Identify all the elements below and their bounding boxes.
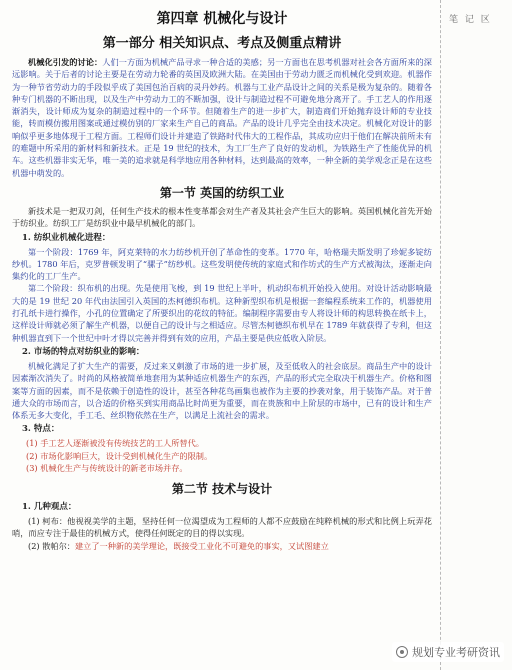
section1-title: 第一节 英国的纺织工业 (159, 185, 285, 200)
watermark-text: 规划专业考研资讯 (412, 646, 500, 659)
point-item: (1) 手工艺人逐渐被没有传统技艺的工人所替代。 (26, 438, 204, 449)
intro-lead: 机械化引发的讨论： (28, 57, 103, 67)
part-title: 第一部分 相关知识点、考点及侧重点精讲 (102, 36, 342, 51)
intro-paragraph (12, 56, 432, 179)
market-paragraph: 机械化满足了扩大生产的需要，反过来又刺激了市场的进一步扩展，及至低收入的社会底层。商品生产中的设计因素渐次消失了。时尚的风格被简单地套用为某种适应机器生产的东西，产品的形式完全取决于机器生产。价格和图案等方面的因素，而不是依赖于创造性的设计，甚至各种花鸟画集也被作为主要的抄袭对象，用于装饰产品。对于普通大众的市场而言，以合适的价格买到实用商品比时尚更为重要，而在贵族和中上阶层的市场中，已有的设计和生产体系无多大变化，手工毛、丝织物依然在生产，以满足上流社会的需求。 (12, 360, 432, 421)
section1-heading-1: 1. 纺织业机械化进程： (22, 232, 111, 243)
section2-heading-1: 1. 几种观点： (22, 501, 77, 512)
section2-title: 第二节 技术与设计 (171, 481, 273, 496)
point-item: (3) 机械化生产与传统设计的新老市场并存。 (26, 463, 188, 474)
watermark (392, 642, 504, 662)
notes-title: 笔 记 区 (449, 15, 492, 25)
view2-text: 建立了一种新的美学理论，既接受工业化不可避免的事实，又试图建立 (74, 540, 329, 551)
main-content (12, 8, 432, 552)
view1-paragraph: (1) 柯布：他视视美学的主题，坚持任何一位渴望成为工程师的人都不应鼓励在纯粹机械的形式和比例上玩弄花哨，而应专注于最佳的机械方式，使得任何既定的目的得以实现。 (12, 515, 432, 539)
notes-column (440, 0, 512, 670)
section1-heading-3: 3. 特点： (22, 424, 60, 435)
stage2-paragraph: 第二个阶段：织布机的出现。先是使用飞梭，到 19 世纪上半叶，机动织布机开始投入使用。对设计活动影响最大的是 19 世纪 20 年代由法国引入英国的杰柯德织布机。这种新型织布机是根据一套编程系统来工作的，机器使用打孔纸卡进行操作，小孔的位置确定了所要织出的花纹的特征。编制程序需要由专人将设计师的构思转换在纸卡上，这样设计师就必须了解生产机器，以便自己的设计与之相适应。尽管杰柯德织布机早在 1789 年就获得了专利，但这种机器直到下一个世纪中叶才得以完善并得到有效的应用，产品主要是供应低收入阶层。 (12, 283, 432, 343)
section1-intro: 新技术是一把双刃剑，任何生产技术的根本性变革都会对生产者及其社会产生巨大的影响。英国机械化首先开始于纺织业。纺织工厂是纺织业中最早机械化的部门。 (12, 205, 432, 229)
wechat-logo-icon (396, 646, 408, 658)
point-item: (2) 市场化影响巨大，设计受到机械化生产的限制。 (26, 450, 213, 461)
stage1-paragraph: 第一个阶段：1769 年，阿克莱特的水力纺纱机开创了革命性的变革。1770 年，哈格瑞夫斯发明了珍妮多锭纺纱机。1780 年后，克罗普顿发明了“骡子”纺纱机。这些发明使传统的家庭式和作坊式的生产方式被淘汰，逐渐走向集约化的工厂生产。 (12, 246, 432, 282)
chapter-title: 第四章 机械化与设计 (156, 11, 288, 27)
section1-heading-2: 2. 市场的特点对纺织业的影响： (22, 346, 145, 357)
intro-text: 人们一方面为机械产品寻求一种合适的美感；另一方面也在思考机器对社会各方面所来的深远影响。关于后者的讨论主要是在劳动力轮番的英国及欧洲大陆。在美国由于劳动力匮乏而机械化受到欢迎。机器作为一种节省劳动力的手段似乎成了美国包治百病的灵丹妙药。机器与工业产品设计之间的关系是极为复杂的。随着各种专门机器的不断出现，以及生产中劳动力工的不断加强，设计与制造过程不可避免地分离开了。手工艺人的作用逐渐消失，设计师成为复杂的制造过程中的一个环节。但随着生产的进一步扩大，制造商们开始抛弃设计师的专业技能，转而模仿搬用图案或通过模仿别的厂家来生产自己的商品。产品的设计几乎完全由技术决定。机械化对设计的影响似乎更多地体现于工程方面。工程师们设计并建造了铁路时代伟大的工程作品，其成功应归于他们在解决前所未有的难题中所采用的新材料和新技术。正是 19 世纪的技术，为工厂生产了良好的发动机，为铁路生产了性能优异的机车。这些机器非实无华，唯一美的追求就是科学地应用各种材料，达到最高的效率，一种全新的美学观念正是在这些机器中萌发的。 (12, 57, 432, 178)
view2-paragraph (12, 540, 432, 552)
view2-label: (2) 散帕尔： (28, 540, 75, 551)
